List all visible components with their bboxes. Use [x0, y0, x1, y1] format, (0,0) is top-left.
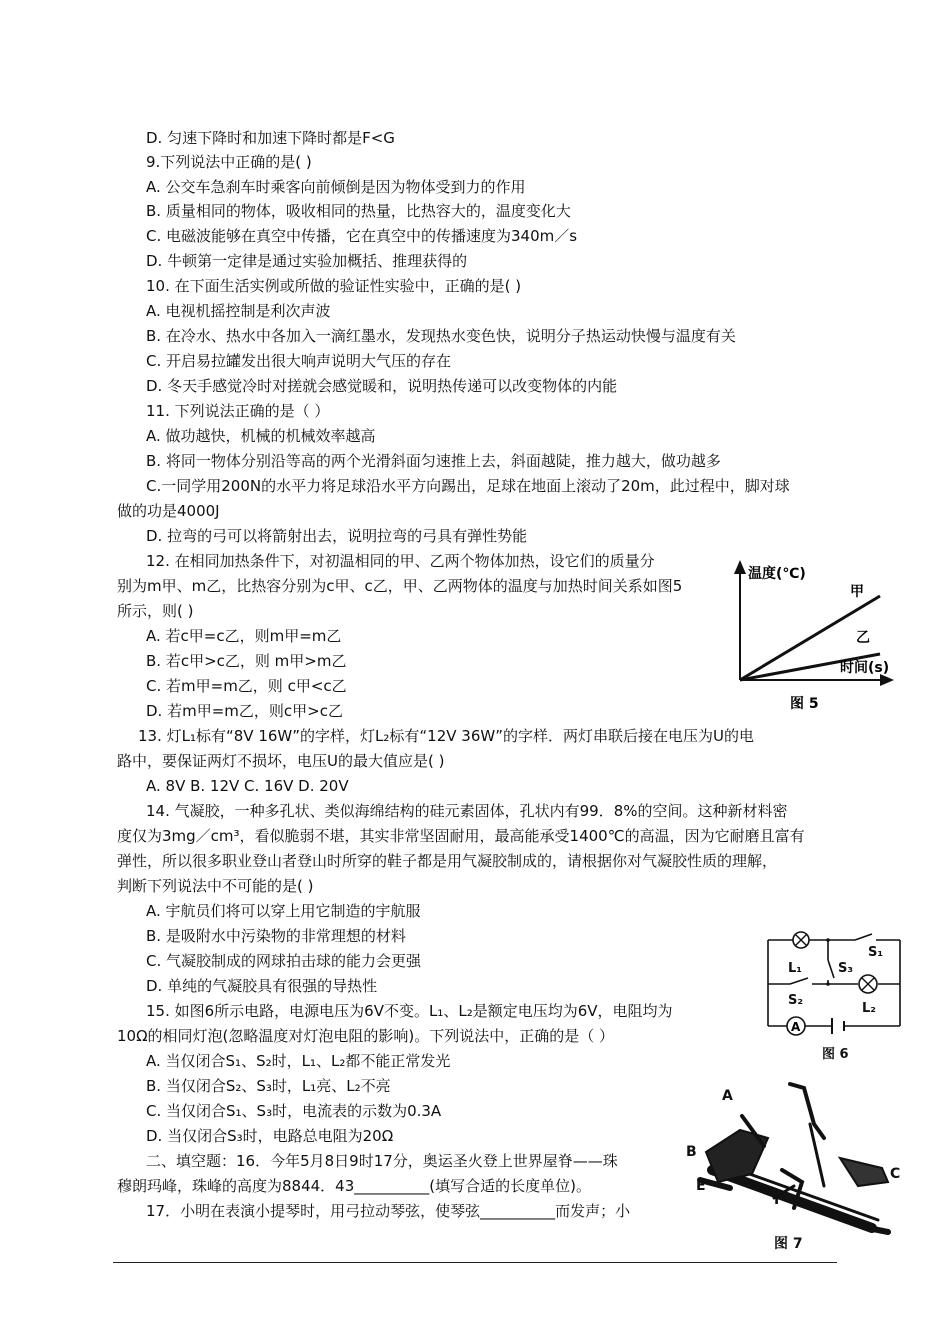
question-10: 10. 在下面生活实例或所做的验证性实验中，正确的是( )	[146, 277, 522, 295]
question-14-cont: 弹性，所以很多职业登山者登山时所穿的鞋子都是用气凝胶制成的，请根据你对气凝胶性质的理解，	[117, 852, 778, 870]
option: D. 当仅闭合S₃时，电路总电阻为20Ω	[146, 1127, 394, 1145]
option: C. 当仅闭合S₁、S₃时，电流表的示数为0.3A	[146, 1102, 442, 1120]
figure-7-caption: 图 7	[774, 1236, 803, 1252]
lamp-L1-label: L₁	[788, 961, 802, 976]
option: C. 电磁波能够在真空中传播，它在真空中的传播速度为340m／s	[146, 227, 578, 245]
option-cont: 做的功是4000J	[117, 502, 220, 520]
question-12-cont: 别为m甲、m乙，比热容分别为c甲、c乙，甲、乙两物体的温度与加热时间关系如图5	[117, 577, 683, 595]
option: D. 单纯的气凝胶具有很强的导热性	[146, 977, 378, 995]
option: C. 气凝胶制成的网球拍击球的能力会更强	[146, 952, 422, 970]
question-14: 14. 气凝胶，一种多孔状、类似海绵结构的硅元素固体，孔状内有99．8%的空间。这种新材料密	[146, 802, 788, 820]
figure-5-caption: 图 5	[790, 696, 819, 712]
option: C.一同学用200N的水平力将足球沿水平方向踢出，足球在地面上滚动了20m，此过程中，脚对球	[146, 477, 790, 495]
option: C. 开启易拉罐发出很大响声说明大气压的存在	[146, 352, 452, 370]
figure-6-caption: 图 6	[822, 1047, 849, 1062]
lamp-L2-label: L₂	[862, 1001, 876, 1016]
label-C: C	[890, 1166, 901, 1182]
option: A. 宇航员们将可以穿上用它制造的宇航服	[146, 902, 421, 920]
question-12-cont: 所示，则( )	[117, 602, 194, 620]
option: C. 若m甲=m乙，则 c甲<c乙	[146, 677, 347, 695]
question-9: 9.下列说法中正确的是( )	[146, 153, 312, 171]
y-axis-label: 温度(℃)	[748, 566, 806, 582]
option: B. 在冷水、热水中各加入一滴红墨水，发现热水变色快，说明分子热运动快慢与温度有关	[146, 327, 736, 345]
lamp-L1-icon	[793, 932, 809, 948]
option: B. 质量相同的物体，吸收相同的热量，比热容大的，温度变化大	[146, 202, 571, 220]
label-E: E	[696, 1178, 706, 1194]
ammeter-label: A	[791, 1020, 801, 1034]
question-14-cont: 判断下列说法中不可能的是( )	[117, 877, 314, 895]
switch-S1-label: S₁	[868, 945, 884, 960]
figure-7-rowing-machine	[682, 1078, 910, 1256]
switch-S3-label: S₃	[838, 961, 854, 976]
option: A. 公交车急刹车时乘客向前倾倒是因为物体受到力的作用	[146, 178, 526, 196]
switch-S2-label: S₂	[788, 993, 804, 1008]
option: A. 电视机摇控制是利次声波	[146, 302, 331, 320]
figure-5-graph	[730, 556, 900, 716]
line-label-yi: 乙	[856, 630, 870, 646]
question-13-cont: 路中，要保证两灯不损坏，电压U的最大值应是( )	[117, 752, 445, 770]
option: A. 做功越快，机械的机械效率越高	[146, 427, 376, 445]
question-11: 11. 下列说法正确的是（ ）	[146, 402, 330, 420]
x-axis-label: 时间(s)	[840, 660, 890, 676]
option: B. 若c甲>c乙，则 m甲>m乙	[146, 652, 347, 670]
option: B. 是吸附水中污染物的非常理想的材料	[146, 927, 406, 945]
question-14-cont: 度仅为3mg／cm³，看似脆弱不堪，其实非常坚固耐用，最高能承受1400℃的高温，因为它耐磨且富有	[117, 827, 805, 845]
option: D. 拉弯的弓可以将箭射出去，说明拉弯的弓具有弹性势能	[146, 527, 528, 545]
option: D. 牛顿第一定律是通过实验加概括、推理获得的	[146, 252, 468, 270]
option: A. 若c甲=c乙，则m甲=m乙	[146, 627, 342, 645]
option: D. 冬天手感觉冷时对搓就会感觉暖和，说明热传递可以改变物体的内能	[146, 377, 618, 395]
section-fill-blank: 二、填空题：16．今年5月8日9时17分，奥运圣火登上世界屋脊——珠	[146, 1152, 618, 1170]
question-16-cont: 穆朗玛峰，珠峰的高度为8844．43__________(填写合适的长度单位)。	[117, 1177, 591, 1195]
figure-6-circuit	[760, 922, 910, 1064]
options-row: A. 8V B. 12V C. 16V D. 20V	[146, 777, 349, 795]
ammeter-icon	[787, 1017, 805, 1035]
label-A: A	[722, 1088, 733, 1104]
option: B. 将同一物体分别沿等高的两个光滑斜面匀速推上去，斜面越陡，推力越大，做功越多	[146, 452, 721, 470]
line-label-jia: 甲	[850, 584, 864, 600]
option: B. 当仅闭合S₂、S₃时，L₁亮、L₂不亮	[146, 1077, 391, 1095]
option: D. 若m甲=m乙，则c甲>c乙	[146, 702, 343, 720]
option: A. 当仅闭合S₁、S₂时，L₁、L₂都不能正常发光	[146, 1052, 451, 1070]
question-12: 12. 在相同加热条件下，对初温相同的甲、乙两个物体加热，设它们的质量分	[146, 552, 655, 570]
question-17: 17．小明在表演小提琴时，用弓拉动琴弦，使琴弦__________而发声；小	[146, 1202, 631, 1220]
question-15: 15. 如图6所示电路，电源电压为6V不变。L₁、L₂是额定电压均为6V，电阻均为	[146, 1002, 673, 1020]
lamp-L2-icon	[859, 975, 877, 993]
text-line: D. 匀速下降时和加速下降时都是F<G	[146, 129, 395, 147]
question-15-cont: 10Ω的相同灯泡(忽略温度对灯泡电阻的影响)。下列说法中，正确的是（ ）	[117, 1027, 615, 1045]
bottom-rule	[113, 1262, 837, 1263]
question-13: 13. 灯L₁标有“8V 16W”的字样，灯L₂标有“12V 36W”的字样．两灯串联后接在电压为U的电	[138, 727, 754, 745]
label-B: B	[686, 1144, 697, 1160]
label-F: F	[774, 1192, 784, 1208]
